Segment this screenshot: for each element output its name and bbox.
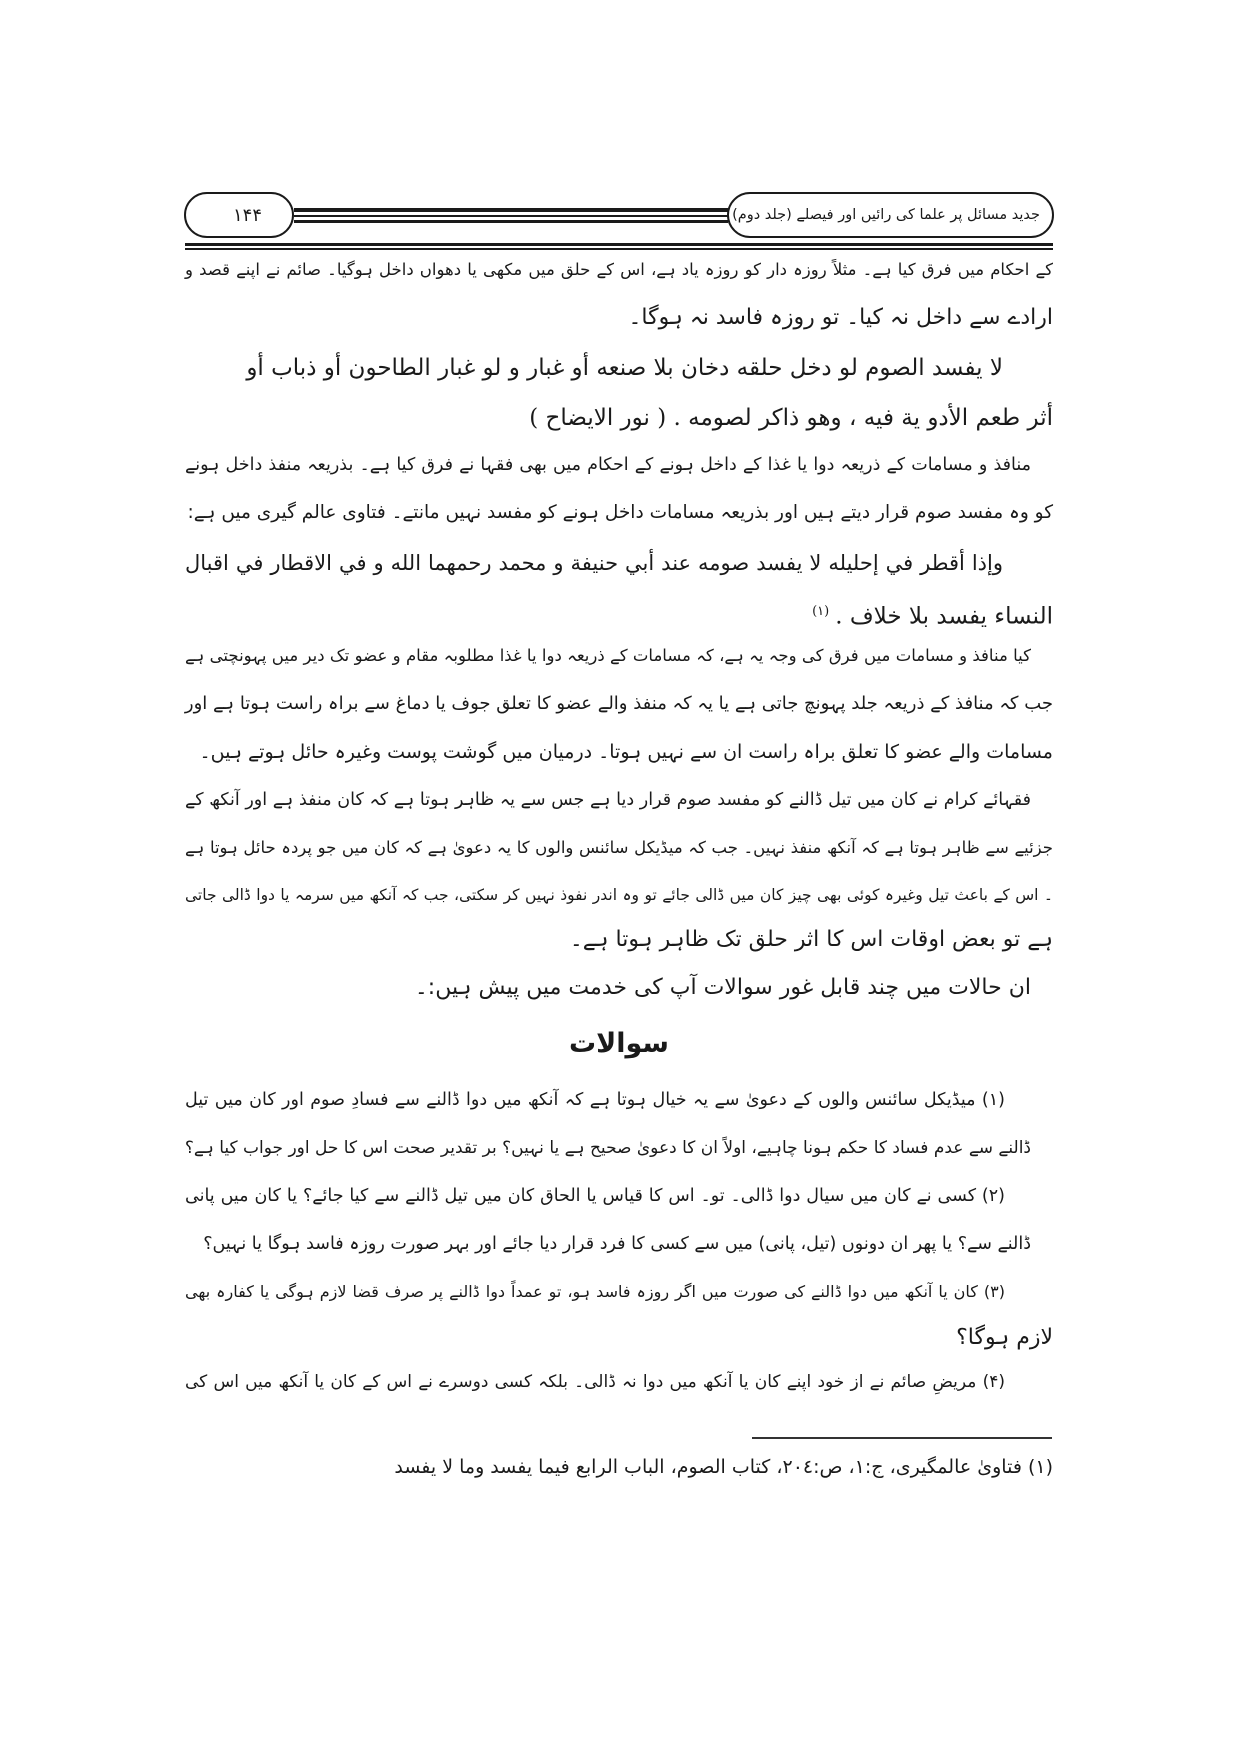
question-line: ڈالنے سے عدم فساد کا حکم ہونا چاہیے، اولاً ان کا دعویٰ صحیح ہے یا نہیں؟ بر تقدیر صحت اس کا حل اور جواب کیا ہے؟ — [184, 1138, 1031, 1158]
body-line: کیا منافذ و مسامات میں فرق کی وجہ یہ ہے، کہ مسامات کے ذریعہ دوا یا غذا مطلوبہ مقام و عضو تک دیر میں پہونچتی ہے — [185, 646, 1031, 665]
question-line: لازم ہوگا؟ — [956, 1325, 1053, 1350]
footnote-reference[interactable]: (۱) — [812, 604, 830, 619]
body-line: کے احکام میں فرق کیا ہے۔ مثلاً روزہ دار کو روزہ یاد ہے، اس کے حلق میں مکھی یا دھواں داخل ہوگیا۔ صائم نے اپنے قصد و — [185, 260, 1053, 279]
arabic-quote-text: النساء يفسد بلا خلاف . — [835, 603, 1053, 630]
header-rule — [185, 243, 1053, 246]
question-line: ڈالنے سے؟ یا پھر ان دونوں (تیل، پانی) میں سے کسی کا فرد قرار دیا جائے اور بہر صورت روزہ فاسد ہوگا یا نہیں؟ — [203, 1234, 1031, 1254]
body-line: ہے تو بعض اوقات اس کا اثر حلق تک ظاہر ہوتا ہے۔ — [569, 927, 1053, 952]
section-heading: سوالات — [569, 1028, 669, 1059]
book-title: جدید مسائل پر علما کی رائیں اور فیصلے (جلد دوم) — [732, 207, 1040, 223]
body-line: ارادے سے داخل نہ کیا۔ تو روزہ فاسد نہ ہوگا۔ — [628, 305, 1053, 330]
body-line: ان حالات میں چند قابل غور سوالات آپ کی خدمت میں پیش ہیں:۔ — [414, 975, 1031, 1000]
page-number-box — [184, 192, 294, 238]
question-line: (۴) مریضِ صائم نے از خود اپنے کان یا آنکھ میں دوا نہ ڈالی۔ بلکہ کسی دوسرے نے اس کے کان یا آنکھ میں اس کی — [185, 1372, 1005, 1392]
body-line: ۔ اس کے باعث تیل وغیرہ کوئی بھی چیز کان میں ڈالی جائے تو وہ اندر نفوذ نہیں کر سکتی، جب کہ آنکھ میں سرمہ یا دوا ڈالی جاتی — [185, 886, 1053, 904]
footnote: (۱) فتاویٰ عالمگیری، ج:۱، ص:۲۰٤، كتاب الصوم، الباب الرابع فيما يفسد وما لا يفسد — [394, 1456, 1053, 1478]
header-connector-line — [294, 215, 728, 217]
body-line: مسامات والے عضو کا تعلق براہ راست ان سے نہیں ہوتا۔ درمیان میں گوشت پوست وغیرہ حائل ہوتے ہیں۔ — [199, 741, 1053, 763]
question-line: (۲) کسی نے کان میں سیال دوا ڈالی۔ تو۔ اس کا قیاس یا الحاق کان میں تیل ڈالنے سے کیا جائے؟ یا کان میں پانی — [185, 1186, 1005, 1206]
body-line: جزئیے سے ظاہر ہوتا ہے کہ آنکھ منفذ نہیں۔ جب کہ میڈیکل سائنس والوں کا یہ دعویٰ ہے کہ کان میں جو پردہ حائل ہوتا ہے — [185, 838, 1053, 857]
arabic-quote-line — [185, 590, 1053, 634]
question-line: (۳) کان یا آنکھ میں دوا ڈالنے کی صورت میں اگر روزہ فاسد ہو، تو عمداً دوا ڈالنے پر صرف قضا لازم ہوگی یا کفارہ بھی — [185, 1282, 1005, 1301]
header-connector-line — [294, 208, 728, 212]
arabic-quote-line: أثر طعم الأدو ية فيه ، وهو ذاكر لصومه . ( نور الايضاح ) — [529, 405, 1053, 431]
running-header-title — [727, 192, 1054, 238]
page-number: ۱۴۴ — [232, 204, 262, 226]
body-line: کو وہ مفسد صوم قرار دیتے ہیں اور بذریعہ مسامات داخل ہونے کو مفسد نہیں مانتے۔ فتاوی عالم گیری میں ہے: — [187, 502, 1053, 523]
footnote-separator — [752, 1437, 1052, 1439]
arabic-quote-line: وإذا أقطر في إحليله لا يفسد صومه عند أبي حنيفة و محمد رحمهما الله و في الاقطار في اقبال — [185, 551, 1003, 575]
header-connector-line — [294, 220, 728, 223]
arabic-quote-line: لا يفسد الصوم لو دخل حلقه دخان بلا صنعه أو غبار و لو غبار الطاحون أو ذباب أو — [246, 355, 1003, 381]
body-line: فقہائے کرام نے کان میں تیل ڈالنے کو مفسد صوم قرار دیا ہے جس سے یہ ظاہر ہوتا ہے کہ کان منفذ ہے اور آنکھ کے — [185, 790, 1031, 810]
body-line: جب کہ منافذ کے ذریعہ جلد پہونچ جاتی ہے یا یہ کہ منفذ والے عضو کا تعلق جوف یا دماغ سے براہ راست ہوتا ہے اور — [184, 693, 1053, 714]
question-line: (۱) میڈیکل سائنس والوں کے دعویٰ سے یہ خیال ہوتا ہے کہ آنکھ میں دوا ڈالنے سے فسادِ صوم اور کان میں تیل — [185, 1090, 1005, 1110]
body-line: منافذ و مسامات کے ذریعہ دوا یا غذا کے داخل ہونے کے احکام میں بھی فقہا نے فرق کیا ہے۔ بذریعہ منفذ داخل ہونے — [185, 455, 1031, 475]
